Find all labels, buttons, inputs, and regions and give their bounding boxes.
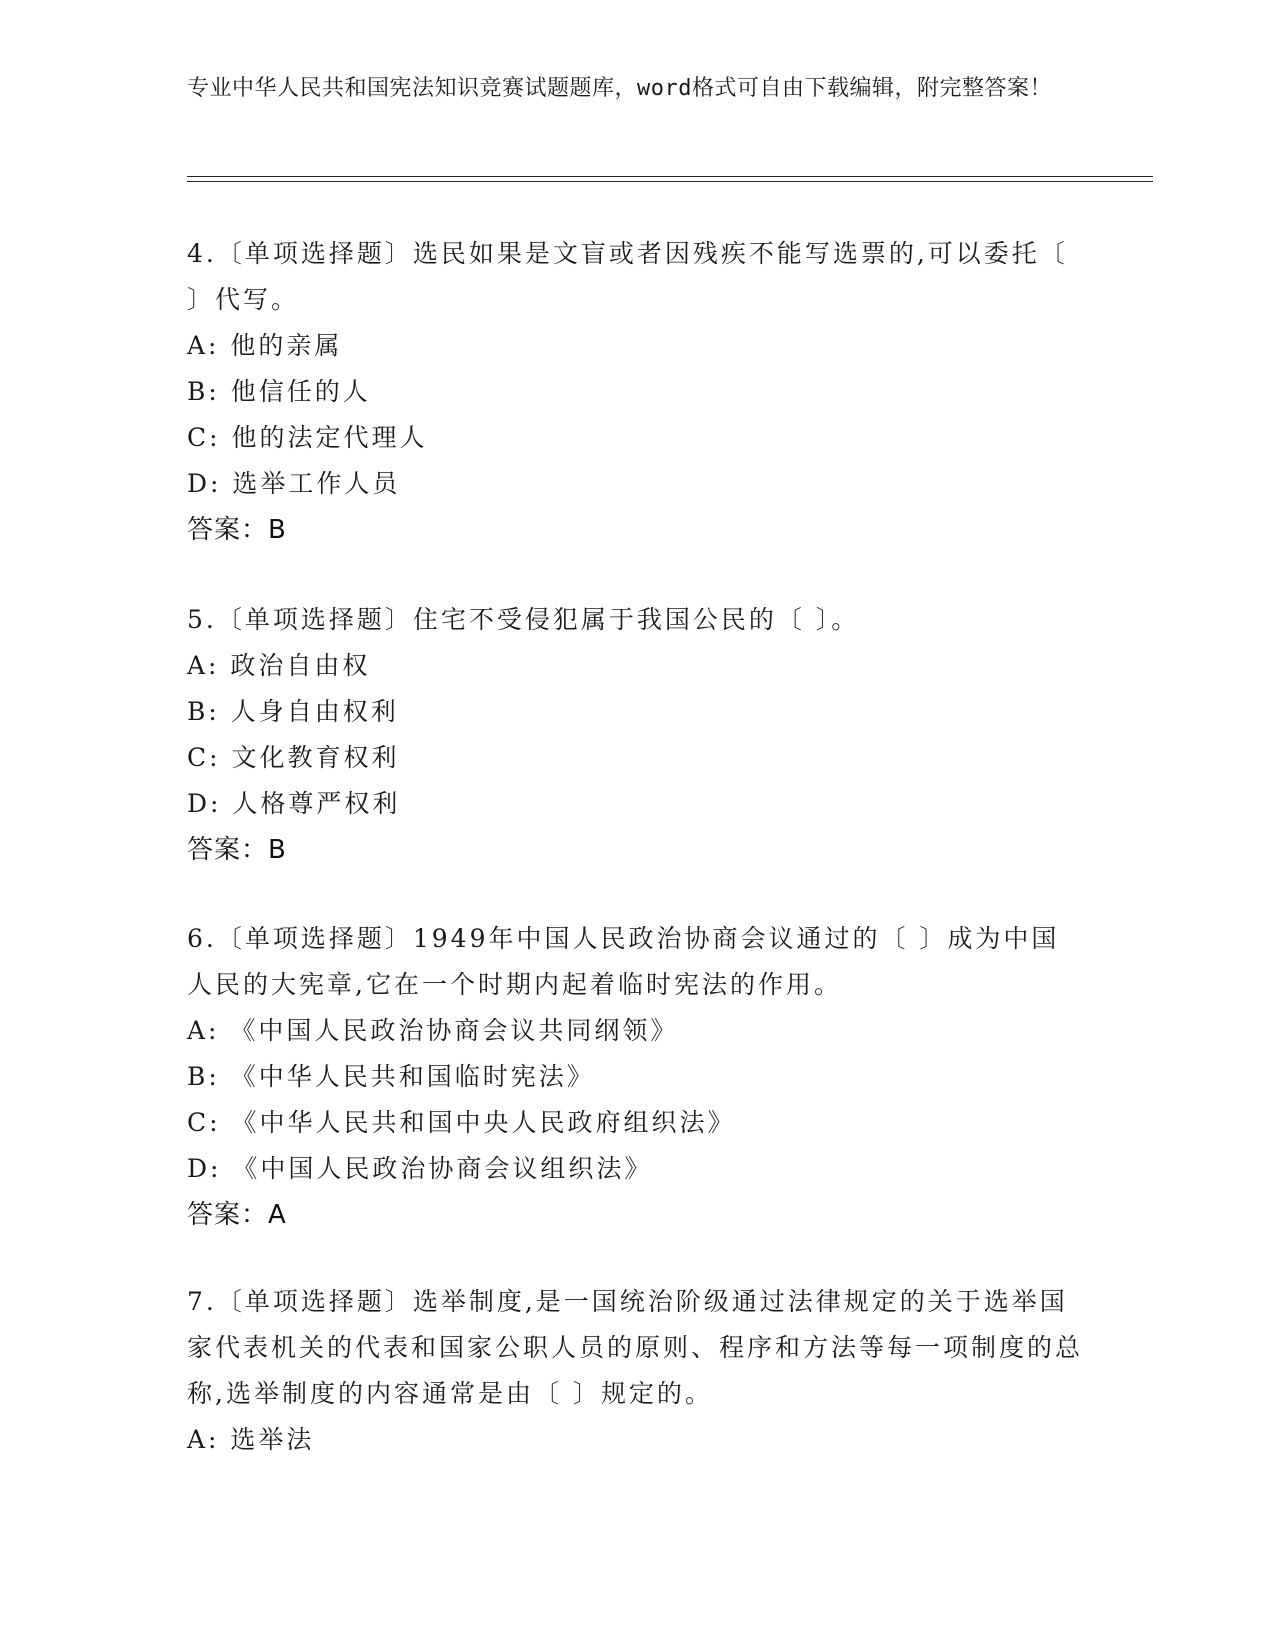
answer-label: 答案：B bbox=[187, 515, 287, 545]
option-a: A: 政治自由权 bbox=[187, 651, 371, 680]
question-text: 6.〔单项选择题〕1949年中国人民政治协商会议通过的〔 〕成为中国人民的大宪章,它在一个时期内起着临时宪法的作用。 bbox=[187, 924, 1060, 999]
question-block bbox=[187, 231, 1087, 553]
option-b: B: 他信任的人 bbox=[187, 377, 371, 406]
option-d: D: 《中国人民政治协商会议组织法》 bbox=[187, 1154, 653, 1183]
option-b: B: 人身自由权利 bbox=[187, 697, 399, 726]
option-a: A: 他的亲属 bbox=[187, 331, 343, 360]
option-d: D: 人格尊严权利 bbox=[187, 789, 401, 818]
question-block bbox=[187, 916, 1087, 1238]
option-b: B: 《中华人民共和国临时宪法》 bbox=[187, 1062, 595, 1091]
option-d: D: 选举工作人员 bbox=[187, 469, 401, 498]
document-header: 专业中华人民共和国宪法知识竞赛试题题库，word格式可自由下载编辑，附完整答案！ bbox=[187, 76, 1052, 101]
option-c: C: 《中华人民共和国中央人民政府组织法》 bbox=[187, 1108, 736, 1137]
question-block bbox=[187, 597, 1087, 873]
question-block bbox=[187, 1279, 1087, 1463]
option-c: C: 文化教育权利 bbox=[187, 743, 400, 772]
answer-label: 答案：A bbox=[187, 1200, 287, 1230]
question-text: 5.〔单项选择题〕住宅不受侵犯属于我国公民的〔 〕。 bbox=[187, 605, 860, 634]
option-c: C: 他的法定代理人 bbox=[187, 423, 428, 452]
header-divider-bottom bbox=[187, 181, 1153, 182]
option-a: A: 选举法 bbox=[187, 1425, 315, 1454]
option-a: A: 《中国人民政治协商会议共同纲领》 bbox=[187, 1016, 679, 1045]
header-divider-top bbox=[187, 176, 1153, 177]
question-text: 7.〔单项选择题〕选举制度,是一国统治阶级通过法律规定的关于选举国家代表机关的代表和国家公职人员的原则、程序和方法等每一项制度的总称,选举制度的内容通常是由〔 〕规定的。 bbox=[187, 1287, 1084, 1408]
question-text: 4.〔单项选择题〕选民如果是文盲或者因残疾不能写选票的,可以委托〔 〕代写。 bbox=[187, 239, 1068, 314]
answer-label: 答案：B bbox=[187, 835, 287, 865]
